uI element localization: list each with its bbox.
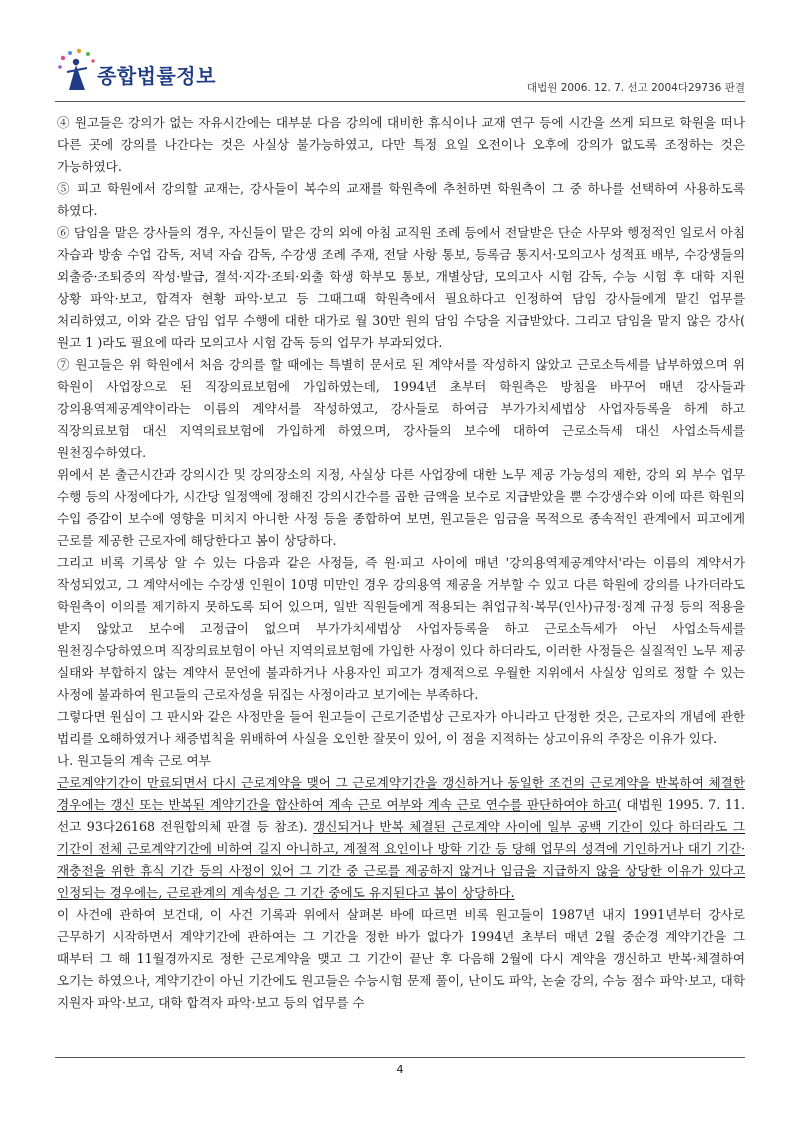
paragraph-5: ⑤ 피고 학원에서 강의할 교재는, 강사들이 복수의 교재를 학원측에 추천하면 학원측이 그 중 하나를 선택하여 사용하도록 하였다. [57,181,745,218]
page-number: 4 [396,1063,404,1076]
section-heading: 나. 원고들의 계속 근로 여부 [57,753,211,768]
underlined-principle-part1: 근로계약기간이 만료되면서 다시 근로계약을 맺어 그 근로계약기간을 갱신하거나 동일한 조건의 근로계약을 반복하여 체결한 경우에는 갱신 또는 반복된 계약기간을 합산하여 계속 근로 여부와 계속 근로 연수를 판단하여야 하고 [57,775,745,812]
paragraph-7: ⑦ 원고들은 위 학원에서 처음 강의를 할 때에는 특별히 문서로 된 계약서를 작성하지 않았고 근로소득세를 납부하였으며 위 학원이 사업장으로 된 직장의료보험에 가입하였는데, 1994년 초부터 학원측은 방침을 바꾸어 매년 강사들과 강의용역제공계약이라는 이름의 계약서를 작성하였고, 강사들로 하여금 부가가치세법상 사업자등록을 하게 하고 직장의료보험 대신 지역의료보험에 가입하게 하였으며, 강사들의 보수에 대하여 근로소득세 대신 사업소득세를 원천징수하였다. [57,357,745,460]
header-divider [55,101,745,102]
paragraph-case-analysis: 이 사건에 관하여 보건대, 이 사건 기록과 위에서 살펴본 바에 따르면 비록 원고들이 1987년 내지 1991년부터 강사로 근무하기 시작하면서 계약기간에 관하여는 그 기간을 정한 바가 없다가 1994년 초부터 매년 2월 중순경 계약기간을 그 때부터 그 해 11월경까지로 정한 근로계약을 맺고 그 기간이 끝난 후 다음해 2월에 다시 계약을 갱신하고 반복·체결하여 오기는 하였으나, 계약기간이 아닌 기간에도 원고들은 수능시험 문제 풀이, 난이도 파악, 논술 강의, 수능 점수 파악·보고, 대학 지원자 파악·보고, 대학 합격자 파악·보고 등의 업무를 수 [57,907,745,1010]
footer-divider [55,1057,745,1058]
paragraph-worker-finding: 위에서 본 출근시간과 강의시간 및 강의장소의 지정, 사실상 다른 사업장에 대한 노무 제공 가능성의 제한, 강의 외 부수 업무 수행 등의 사정에다가, 시간당 일정액에 정해진 강의시간수를 곱한 금액을 보수로 지급받았을 뿐 수강생수와 이에 따른 학원의 수입 증감이 보수에 영향을 미치지 아니한 사정 등을 종합하여 보면, 원고들은 임금을 목적으로 종속적인 관계에서 피고에게 근로를 제공한 근로자에 해당한다고 봄이 상당하다. [57,467,745,548]
paragraph-conclusion: 그렇다면 원심이 그 판시와 같은 사정만을 들어 원고들이 근로기준법상 근로자가 아니라고 단정한 것은, 근로자의 개념에 관한 법리를 오해하였거나 채증법칙을 위배하여 사실을 오인한 잘못이 있어, 이 점을 지적하는 상고이유의 주장은 이유가 있다. [57,709,745,746]
paragraph-contract-circumstances: 그리고 비록 기록상 알 수 있는 다음과 같은 사정들, 즉 원·피고 사이에 매년 '강의용역제공계약서'라는 이름의 계약서가 작성되었고, 그 계약서에는 수강생 인원이 10명 미만인 경우 강의용역 제공을 거부할 수 있고 다른 학원에 강의를 나가더라도 학원측이 이의를 제기하지 못하도록 되어 있으며, 일반 직원들에게 적용되는 취업규칙·복무(인사)규정·징계 규정 등의 적용을 받지 않았고 보수에 고정급이 없으며 부가가치세법상 사업자등록을 하고 근로소득세가 아닌 사업소득세를 원천징수당하였으며 직장의료보험이 아닌 지역의료보험에 가입한 사정이 있다 하더라도, 이러한 사정들은 실질적인 노무 제공 실태와 부합하지 않는 계약서 문언에 불과하거나 사용자인 피고가 경제적으로 우월한 지위에서 사실상 임의로 정할 수 있는 사정에 불과하여 원고들의 근로자성을 뒤집는 사정이라고 보기에는 부족하다. [57,555,745,702]
document-header [55,48,745,100]
paragraph-4: ④ 원고들은 강의가 없는 자유시간에는 대부분 다음 강의에 대비한 휴식이나 교재 연구 등에 시간을 쓰게 되므로 학원을 떠나 다른 곳에 강의를 나간다는 것은 사실상 불가능하였고, 다만 특정 요일 오전이나 오후에 강의가 없도록 조정하는 것은 가능하였다. [57,115,745,174]
paragraph-6: ⑥ 담임을 맡은 강사들의 경우, 자신들이 맡은 강의 외에 아침 교직원 조례 등에서 전달받은 단순 사무와 행정적인 일로서 아침 자습과 방송 수업 감독, 저녁 자습 감독, 수강생 조례 주재, 전달 사항 통보, 등록금 통지서·모의고사 성적표 배부, 수강생들의 외출증·조퇴증의 작성·발급, 결석·지각·조퇴·외출 학생 학부모 통보, 개별상담, 모의고사 시험 감독, 수능 시험 후 대학 지원 상황 파악·보고, 합격자 현황 파악·보고 등 그때그때 학원측에서 필요하다고 인정하여 담임 강사들에게 맡긴 업무를 처리하였고, 이와 같은 담임 업무 수행에 대한 대가로 월 30만 원의 담임 수당을 지급받았다. 그리고 담임을 맡지 않은 강사( 원고 1 )라도 필요에 따라 모의고사 시험 감독 등의 업무가 부과되었다. [57,225,745,350]
justice-figure-icon [55,48,103,94]
site-logo [55,48,295,94]
underlined-principle-part2: 갱신되거나 반복 체결된 근로계약 사이에 일부 공백 기간이 있다 하더라도 그 기간이 전체 근로계약기간에 비하여 길지 아니하고, 계절적 요인이나 방학 기간 등 당해 업무의 성격에 기인하거나 대기 기간·재충전을 위한 휴식 기간 등의 사정이 있어 그 기간 중 근로를 제공하지 않거나 임금을 지급하지 않을 상당한 이유가 있다고 인정되는 경우에는, 근로관계의 계속성은 그 기간 중에도 유지된다고 봄이 상당하다. [57,819,745,900]
document-body [57,112,745,1014]
paragraph-legal-principle [57,772,745,904]
logo-text: 종합법률정보 [97,64,216,88]
citation: ( 대법원 1995. 7. 11. 선고 93다26168 전원합의체 판결 등 참조). [57,797,745,834]
case-reference: 대법원 2006. 12. 7. 선고 2004다29736 판결 [526,82,745,94]
